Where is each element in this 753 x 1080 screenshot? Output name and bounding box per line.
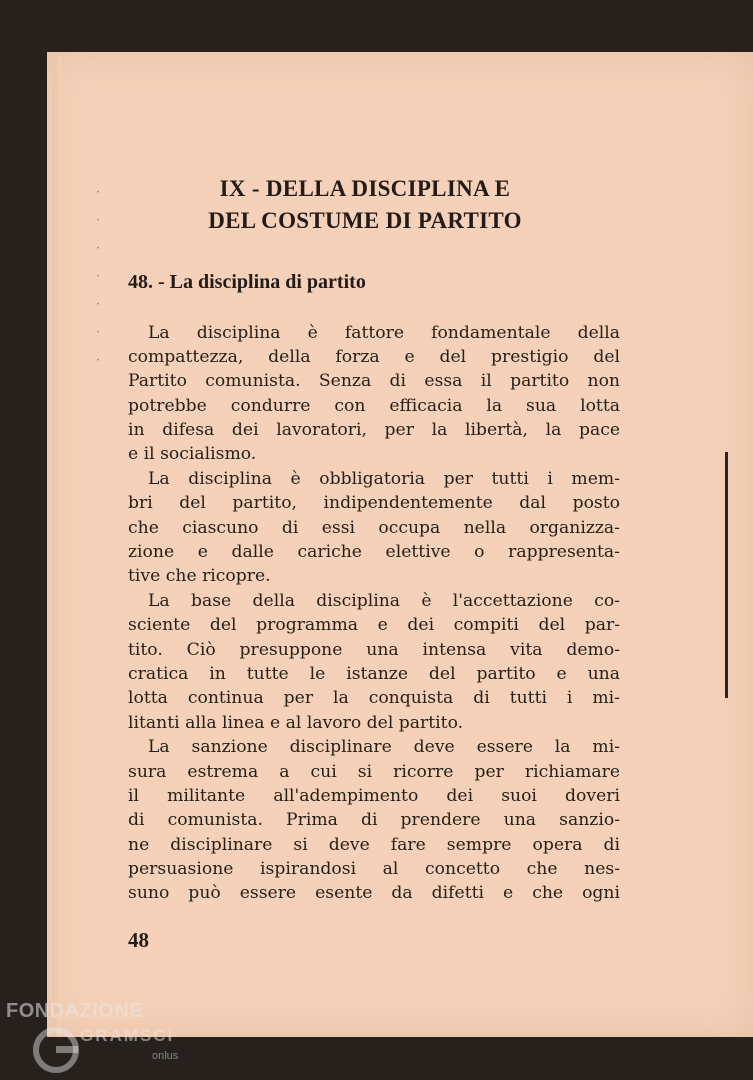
body-line: tive che ricopre.: [128, 566, 271, 586]
body-line: lotta continua per la conquista di tutti i mi-: [128, 688, 620, 708]
body-line: ne disciplinare si deve fare sempre opera di: [128, 835, 620, 855]
watermark-tag: onlus: [152, 1050, 179, 1062]
body-line: tito. Ciò presuppone una intensa vita demo-: [128, 640, 620, 660]
body-line: suno può essere esente da difetti e che ogni: [128, 883, 620, 903]
body-line: potrebbe condurre con efficacia la sua lotta: [128, 396, 620, 416]
body-line: persuasione ispirandosi al concetto che nes-: [128, 859, 620, 879]
body-line: e il socialismo.: [128, 444, 257, 464]
body-line: bri del partito, indipendentemente dal posto: [128, 493, 620, 513]
page-number: 48: [128, 928, 149, 952]
body-line: sciente del programma e dei compiti del par-: [128, 615, 620, 635]
body-line: sura estrema a cui si ricorre per richiamare: [128, 762, 620, 782]
section-heading: 48. - La disciplina di partito: [128, 271, 366, 293]
margin-marks: ‧ ‧ ‧ ‧ ‧ ‧ ‧: [96, 185, 100, 367]
body-line: La base della disciplina è l'accettazione co-: [148, 591, 620, 611]
chapter-title-line2: DEL COSTUME DI PARTITO: [208, 208, 522, 233]
body-line: zione e dalle cariche elettive o rappresenta-: [128, 542, 620, 562]
body-line: il militante all'adempimento dei suoi doveri: [128, 786, 620, 806]
body-line: che ciascuno di essi occupa nella organizza-: [128, 518, 620, 538]
body-line: La disciplina è obbligatoria per tutti i mem-: [148, 469, 620, 489]
body-line: cratica in tutte le istanze del partito e una: [128, 664, 620, 684]
fondazione-logo-icon: [30, 1024, 82, 1076]
body-line: La disciplina è fattore fondamentale della: [148, 323, 620, 343]
body-line: Partito comunista. Senza di essa il partito non: [128, 371, 620, 391]
watermark: [2, 998, 192, 1078]
watermark-subtitle: GRAMSCI: [80, 1026, 175, 1045]
watermark-title: FONDAZIONE: [6, 1000, 144, 1022]
body-line: di comunista. Prima di prendere una sanzio-: [128, 810, 620, 830]
body-line: compattezza, della forza e del prestigio del: [128, 347, 620, 367]
body-line: litanti alla linea e al lavoro del partito.: [128, 713, 464, 733]
page-edge: [53, 56, 61, 1036]
body-line: in difesa dei lavoratori, per la libertà, la pace: [128, 420, 620, 440]
margin-bar: [725, 452, 728, 698]
body-line: La sanzione disciplinare deve essere la mi-: [148, 737, 620, 757]
chapter-title-line1: IX - DELLA DISCIPLINA E: [219, 176, 511, 201]
